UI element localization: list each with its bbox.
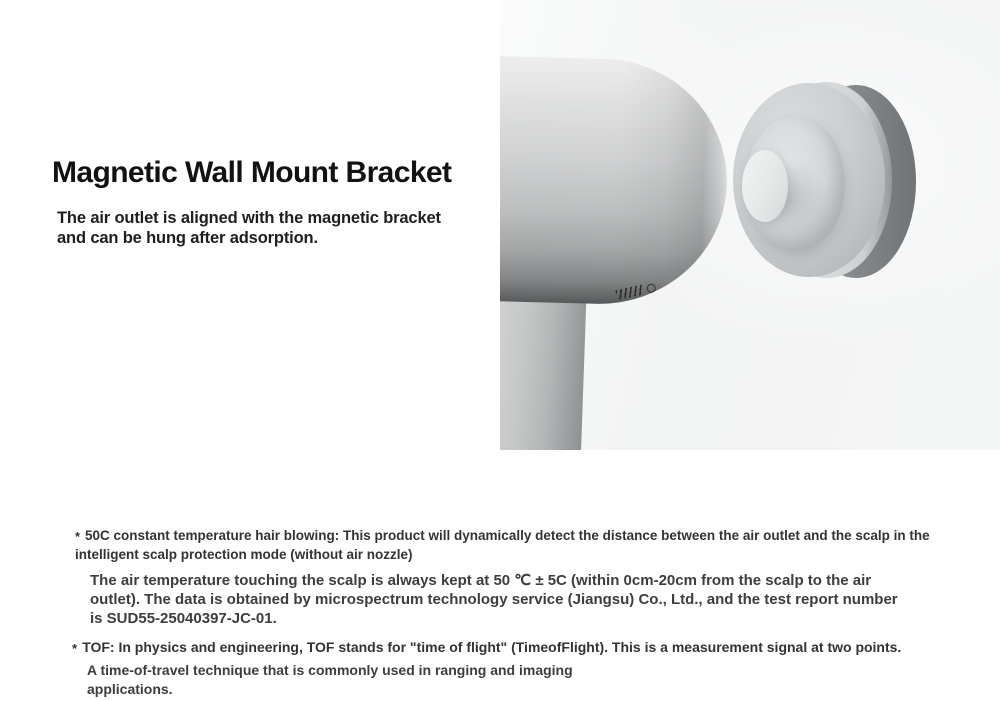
hair-dryer-barrel [500,56,730,307]
product-image [500,0,1000,450]
footnotes-section [0,527,1000,699]
footnote-text-line: TOF: In physics and engineering, TOF stands for "time of flight" (TimeofFlight). This is a measurement signal at two points. [82,639,902,655]
footnote-text-line: intelligent scalp protection mode (without air nozzle) [75,546,413,562]
page-title: Magnetic Wall Mount Bracket [52,156,452,189]
footnote-detail-line: applications. [87,681,173,697]
footnote-constant-temperature-detail [90,571,930,628]
bracket-magnet-knob [742,150,788,222]
asterisk-marker: * [75,529,80,544]
hero-subtitle-line: The air outlet is aligned with the magnetic bracket [57,209,441,227]
asterisk-marker: * [72,641,78,656]
footnote-tof [72,638,972,657]
footnote-tof-detail [87,661,927,699]
hero-subtitle-line: and can be hung after adsorption. [57,229,318,247]
logo-ring-icon [646,282,657,293]
footnote-text-line: 50C constant temperature hair blowing: This product will dynamically detect the distance between the air outlet and the scalp in the [85,528,930,543]
footnote-detail-line: The air temperature touching the scalp is always kept at 50 ℃ ± 5C (within 0cm-20cm from the scalp to the air [90,572,872,589]
footnote-detail-line: is SUD55-25040397-JC-01. [90,610,277,627]
footnote-detail-line: A time-of-travel technique that is commonly used in ranging and imaging [87,662,573,678]
hero-subtitle [57,208,441,248]
footnote-detail-line: outlet). The data is obtained by microspectrum technology service (Jiangsu) Co., Ltd., and the test report number [90,591,898,608]
footnote-constant-temperature [75,527,930,564]
